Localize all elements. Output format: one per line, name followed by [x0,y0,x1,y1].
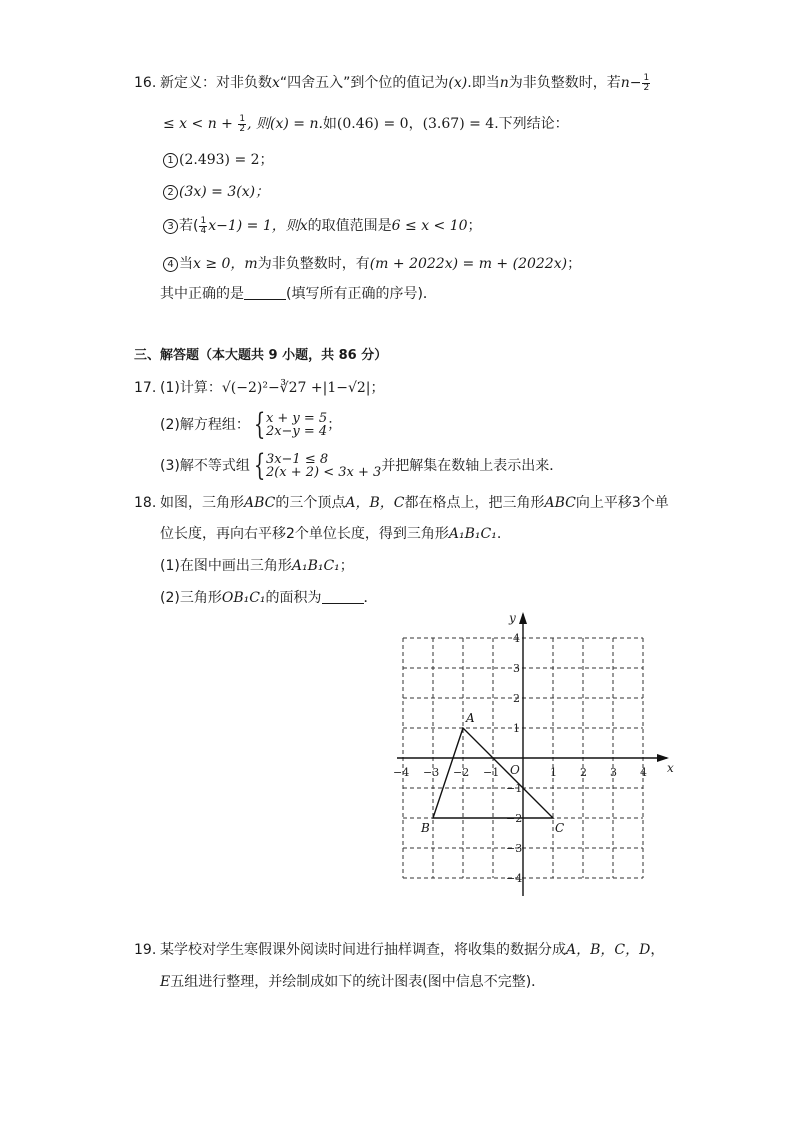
origin-label: O [510,763,520,777]
fraction-quarter: $\frac{1}{4}$ [200,215,207,236]
y-axis-arrow-icon [519,612,527,624]
x-tick-label: −3 [423,766,440,779]
circled-number-4: 4 [163,257,178,272]
x-tick-label: 2 [580,766,587,779]
question-number: 18. [134,495,157,511]
y-tick-label: 1 [513,722,520,735]
q16-conclusion-2: 2 (3x) = 3(x)； [163,182,269,202]
question-number: 19. [134,942,157,958]
q19-line-2: E五组进行整理，并绘制成如下的统计图表(图中信息不完整)． [160,974,546,990]
x-tick-label: −1 [483,766,500,779]
section-title: 三、解答题（本大题共 9 小题，共 86 分） [134,348,388,363]
x-axis-label: x [667,761,674,775]
circled-number-3: 3 [163,219,178,234]
q16-conclusion-4: 4 当x ≥ 0，m为非负整数时，有(m + 2022x) = m + (2022x)； [163,254,581,274]
circled-number-1: 1 [163,153,178,168]
question-number: 17. [134,380,157,396]
q18-part-2: (2)三角形OB₁C₁的面积为 ． [160,590,378,606]
y-tick-label: 2 [513,692,520,705]
fraction-half: $\frac{1}{2}$ [643,72,650,93]
coordinate-grid [385,612,675,902]
x-tick-label: 3 [610,766,617,779]
y-tick-label: −4 [506,872,523,885]
q18-line-2: 位长度，再向右平移2个单位长度，得到三角形A₁B₁C₁. [160,526,502,542]
y-tick-label: −3 [506,842,523,855]
circled-number-2: 2 [163,185,178,200]
y-axis-label: y [509,612,516,625]
question-number: 16. [134,75,157,91]
equation-system: x + y = 5 2x−y = 4 [265,411,328,439]
y-tick-label: −2 [506,812,523,825]
y-tick-label: 3 [513,662,520,675]
y-tick-label: 4 [513,632,520,645]
point-a-label: A [466,711,475,725]
q18-part-1: (1)在图中画出三角形A₁B₁C₁； [160,558,354,574]
q16-line-1: 新定义：对非负数x“四舍五入”到个位的值记为(x).即当n为非负整数时，若n− $\frac{1}{2}$ [160,72,650,93]
y-tick-label: −1 [506,782,523,795]
q17-part-2: (2)解方程组： { x + y = 5 2x−y = 4 ； [160,407,342,442]
q16-conclusion-1: 1 (2.493) = 2； [163,150,274,170]
q16-line-2: ≤ x < n + $\frac{1}{2}$ , 则(x) = n.如(0.46) = 0，(3.67) = 4.下列结论： [163,113,569,134]
q16-ask: 其中正确的是 (填写所有正确的序号)． [160,286,437,302]
q19-line-1: 某学校对学生寒假课外阅读时间进行抽样调查，将收集的数据分成A，B，C，D， [160,942,665,958]
inequality-system: 3x−1 ≤ 8 2(x + 2) < 3x + 3 [265,452,382,480]
answer-blank [322,589,364,604]
axes [397,612,669,896]
answer-blank [244,285,286,300]
tick-labels [393,612,674,885]
x-tick-label: −4 [393,766,410,779]
q16-conclusion-3: 3 若( $\frac{1}{4}$ x−1) = 1，则x的取值范围是6 ≤ x < 10； [163,216,482,236]
q17-part-3: (3)解不等式组 { 3x−1 ≤ 8 2(x + 2) < 3x + 3 并把解集在数轴上表示出来． [160,448,564,483]
q18-line-1: 如图，三角形ABC的三个顶点A，B，C都在格点上，把三角形ABC向上平移3个单 [160,495,669,511]
q17-part-1: (1)计算：√(−2)²−∛27 +|1−√2|； [160,380,385,396]
fraction-half: $\frac{1}{2}$ [239,113,246,134]
x-tick-label: 1 [550,766,557,779]
x-tick-label: −2 [453,766,470,779]
x-tick-label: 4 [640,766,647,779]
point-b-label: B [421,821,430,835]
point-c-label: C [555,821,565,835]
